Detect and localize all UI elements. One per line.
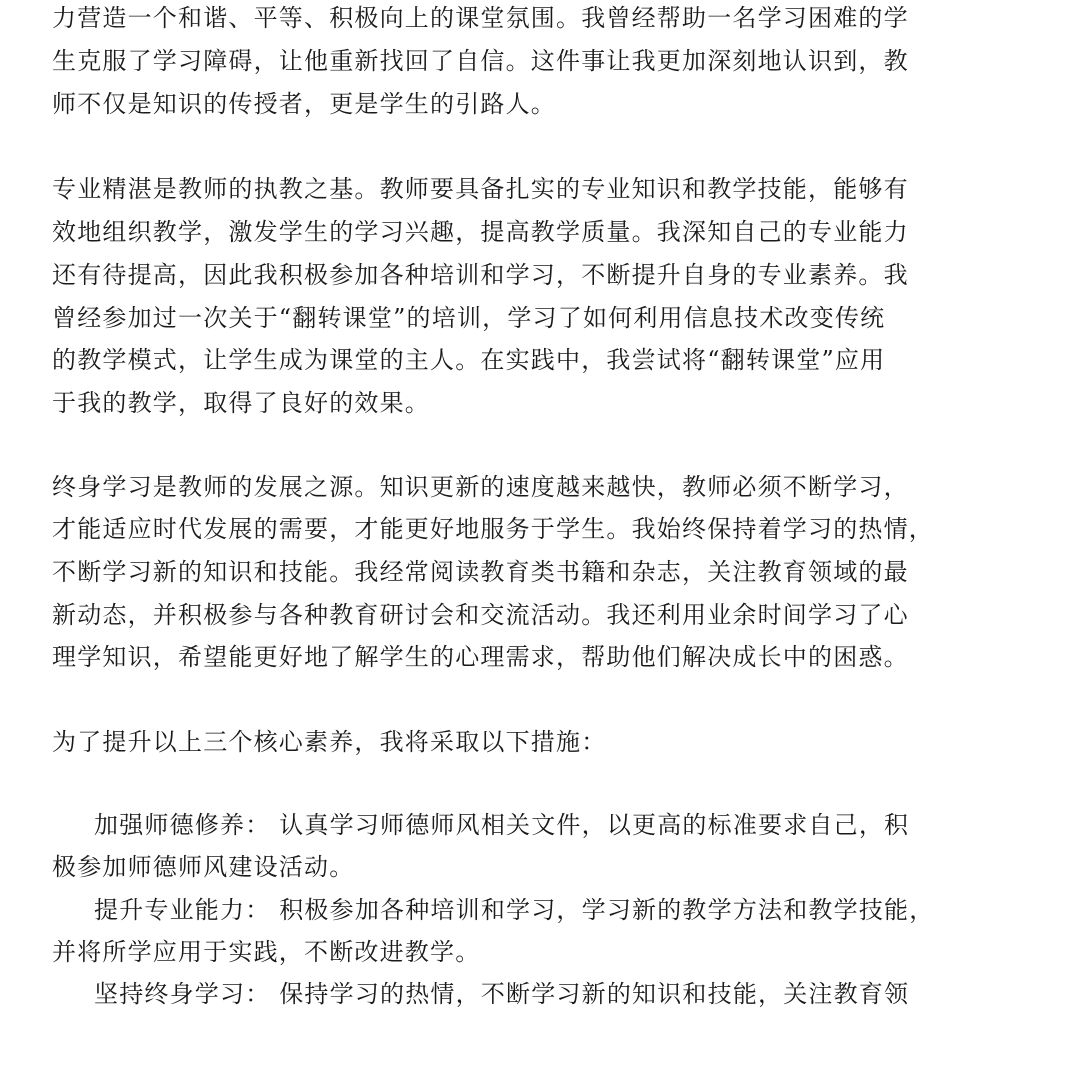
paragraph-3-line-5: 理学知识，希望能更好地了解学生的心理需求，帮助他们解决成长中的困惑。 [52, 643, 909, 671]
measure-1-line-2: 极参加师德师风建设活动。 [52, 853, 355, 881]
measure-2-line-2: 并将所学应用于实践，不断改进教学。 [52, 938, 481, 966]
paragraph-3-line-1: 终身学习是教师的发展之源。知识更新的速度越来越快，教师必须不断学习， [52, 473, 909, 501]
measures-intro: 为了提升以上三个核心素养，我将采取以下措施： [52, 728, 607, 756]
paragraph-2-line-4: 曾经参加过一次关于“翻转课堂”的培训，学习了如何利用信息技术改变传统 [52, 304, 886, 332]
paragraph-3-line-4: 新动态，并积极参与各种教育研讨会和交流活动。我还利用业余时间学习了心 [52, 601, 909, 629]
paragraph-1-line-2: 生克服了学习障碍，让他重新找回了自信。这件事让我更加深刻地认识到，教 [52, 47, 909, 75]
paragraph-2-line-2: 效地组织教学，激发学生的学习兴趣，提高教学质量。我深知自己的专业能力 [52, 218, 909, 246]
paragraph-1-line-1: 力营造一个和谐、平等、积极向上的课堂氛围。我曾经帮助一名学习困难的学 [52, 4, 909, 32]
measure-3-line-1: 坚持终身学习： 保持学习的热情，不断学习新的知识和技能，关注教育领 [94, 980, 910, 1008]
measure-1-line-1: 加强师德修养： 认真学习师德师风相关文件，以更高的标准要求自己，积 [94, 811, 910, 839]
paragraph-2-line-5: 的教学模式，让学生成为课堂的主人。在实践中，我尝试将“翻转课堂”应用 [52, 346, 886, 374]
paragraph-2-line-3: 还有待提高，因此我积极参加各种培训和学习，不断提升自身的专业素养。我 [52, 261, 909, 289]
paragraph-1-line-3: 师不仅是知识的传授者，更是学生的引路人。 [52, 90, 556, 118]
paragraph-2-line-1: 专业精湛是教师的执教之基。教师要具备扎实的专业知识和教学技能，能够有 [52, 175, 909, 203]
measure-2-line-1: 提升专业能力： 积极参加各种培训和学习，学习新的教学方法和教学技能， [94, 896, 935, 924]
paragraph-3-line-2: 才能适应时代发展的需要，才能更好地服务于学生。我始终保持着学习的热情， [52, 515, 934, 543]
paragraph-3-line-3: 不断学习新的知识和技能。我经常阅读教育类书籍和杂志，关注教育领域的最 [52, 558, 909, 586]
paragraph-2-line-6: 于我的教学，取得了良好的效果。 [52, 389, 430, 417]
